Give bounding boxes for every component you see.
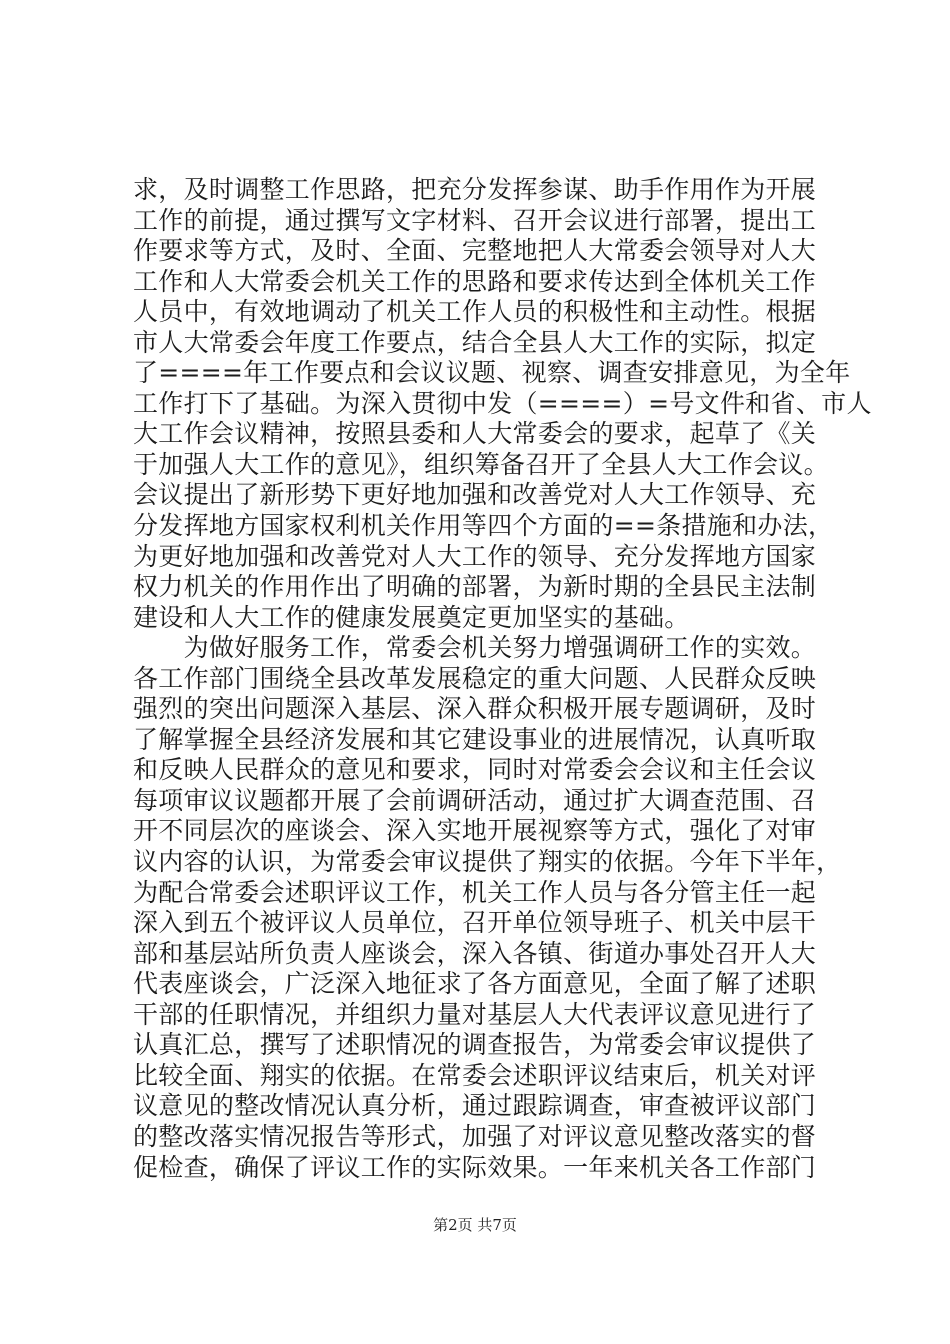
text-line: 认真汇总，撰写了述职情况的调查报告，为常委会审议提供了 [133, 1030, 817, 1060]
text-line: 工作的前提，通过撰写文字材料、召开会议进行部署，提出工 [133, 205, 817, 235]
text-line: 工作打下了基础。为深入贯彻中发（====）=号文件和省、市人 [133, 388, 872, 418]
text-line: 比较全面、翔实的依据。在常委会述职评议结束后，机关对评 [133, 1060, 817, 1090]
text-line: 和反映人民群众的意见和要求，同时对常委会会议和主任会议 [133, 755, 817, 785]
text-line: 干部的任职情况，并组织力量对基层人大代表评议意见进行了 [133, 999, 817, 1029]
text-line: 为配合常委会述职评议工作，机关工作人员与各分管主任一起 [133, 877, 817, 907]
text-line: 代表座谈会，广泛深入地征求了各方面意见，全面了解了述职 [133, 969, 817, 999]
text-line: 会议提出了新形势下更好地加强和改善党对人大工作领导、充 [133, 480, 817, 510]
text-line: 深入到五个被评议人员单位，召开单位领导班子、机关中层干 [133, 908, 817, 938]
text-line: 为更好地加强和改善党对人大工作的领导、充分发挥地方国家 [133, 541, 817, 571]
text-line: 分发挥地方国家权利机关作用等四个方面的==条措施和办法， [133, 511, 834, 541]
text-line: 了解掌握全县经济发展和其它建设事业的进展情况，认真听取 [133, 724, 817, 754]
text-line: 各工作部门围绕全县改革发展稳定的重大问题、人民群众反映 [133, 663, 817, 693]
text-line: 为做好服务工作，常委会机关努力增强调研工作的实效。 [133, 633, 817, 663]
text-line: 市人大常委会年度工作要点，结合全县人大工作的实际，拟定 [133, 327, 817, 357]
text-line: 议意见的整改情况认真分析，通过跟踪调查，审查被评议部门 [133, 1091, 817, 1121]
text-line: 了====年工作要点和会议议题、视察、调查安排意见，为全年 [133, 358, 851, 388]
body-text [133, 175, 872, 1183]
text-line: 求，及时调整工作思路，把充分发挥参谋、助手作用作为开展 [133, 175, 817, 204]
text-line: 大工作会议精神，按照县委和人大常委会的要求，起草了《关 [133, 419, 817, 449]
text-line: 议内容的认识，为常委会审议提供了翔实的依据。今年下半年， [133, 847, 842, 877]
text-line: 工作和人大常委会机关工作的思路和要求传达到全体机关工作 [133, 266, 817, 296]
text-line: 权力机关的作用作出了明确的部署，为新时期的全县民主法制 [133, 572, 817, 602]
text-line: 开不同层次的座谈会、深入实地开展视察等方式，强化了对审 [133, 816, 817, 846]
text-line: 作要求等方式，及时、全面、完整地把人大常委会领导对人大 [133, 236, 817, 266]
text-line: 促检查，确保了评议工作的实际效果。一年来机关各工作部门 [133, 1152, 817, 1182]
text-line: 人员中，有效地调动了机关工作人员的积极性和主动性。根据 [133, 297, 817, 327]
text-line: 于加强人大工作的意见》，组织筹备召开了全县人大工作会议。 [133, 449, 829, 479]
text-line: 建设和人大工作的健康发展奠定更加坚实的基础。 [133, 602, 690, 632]
text-line: 部和基层站所负责人座谈会，深入各镇、街道办事处召开人大 [133, 938, 817, 968]
text-line: 每项审议议题都开展了会前调研活动，通过扩大调查范围、召 [133, 785, 817, 815]
page-footer: 第2页 共7页 [433, 1216, 517, 1234]
text-line: 的整改落实情况报告等形式，加强了对评议意见整改落实的督 [133, 1121, 817, 1151]
text-line: 强烈的突出问题深入基层、深入群众积极开展专题调研，及时 [133, 694, 817, 724]
